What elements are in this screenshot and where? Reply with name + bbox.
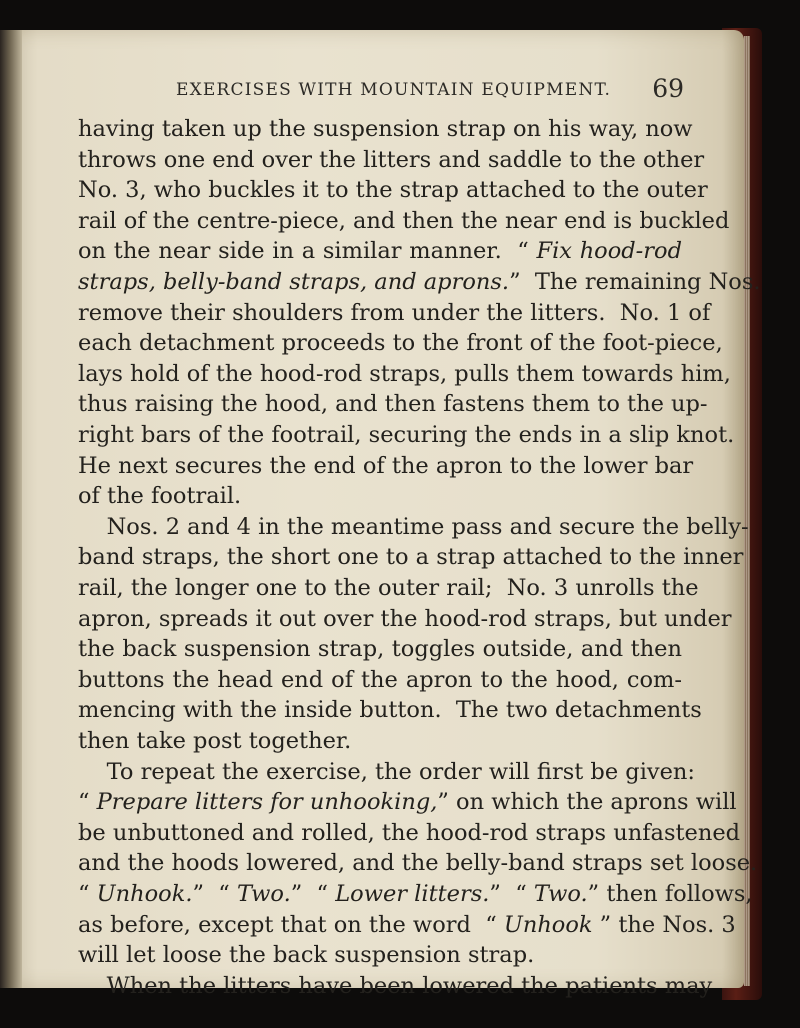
text-line	[78, 174, 708, 206]
text-run: then take post together.	[78, 728, 352, 754]
text-line	[78, 358, 731, 390]
text-run: having taken up the suspension strap on his way, now	[78, 116, 693, 142]
book-binding	[0, 30, 22, 988]
text-line	[78, 664, 682, 696]
text-line	[78, 541, 744, 573]
text-line	[78, 572, 699, 604]
text-line	[78, 327, 723, 359]
text-run: remove their shoulders from under the litters. No. 1 of	[78, 299, 711, 326]
text-line	[78, 970, 713, 1002]
text-run: Unhook.	[96, 881, 193, 907]
text-line	[78, 878, 753, 910]
text-run: on the near side in a similar manner. “	[78, 238, 537, 265]
text-line	[78, 603, 732, 635]
text-run: mencing with the inside button. The two detachments	[78, 697, 702, 724]
text-line	[78, 817, 741, 849]
text-run: of the footrail.	[78, 483, 242, 510]
text-run: ” “	[192, 881, 237, 907]
text-run: ” The remaining Nos.	[509, 269, 761, 295]
text-line	[78, 511, 749, 543]
text-run: ” then follows,	[587, 881, 753, 907]
text-run: straps, belly-band straps, and aprons.	[78, 269, 510, 295]
text-run: He next secures the end of the apron to the lower bar	[78, 452, 694, 479]
text-line	[78, 297, 711, 329]
text-run: thus raising the hood, and then fastens them to the up-	[78, 391, 708, 418]
text-line	[78, 756, 696, 788]
text-line	[78, 786, 737, 818]
text-run: When the litters have been lowered the patients may	[78, 972, 713, 999]
text-run: Prepare litters for unhooking,	[96, 789, 438, 816]
text-run: ” “	[489, 881, 534, 907]
text-run: will let loose the back suspension strap.	[78, 942, 535, 969]
running-head	[176, 76, 684, 110]
text-line	[78, 113, 693, 145]
text-line	[78, 266, 761, 298]
text-run: Two.	[236, 881, 291, 907]
text-line	[78, 939, 682, 971]
text-run: No. 3, who buckles it to the strap attached to the outer	[78, 177, 708, 204]
text-line	[78, 694, 702, 726]
text-line	[78, 633, 682, 665]
page-number: 69	[652, 74, 684, 103]
running-head-title: EXERCISES WITH MOUNTAIN EQUIPMENT.	[176, 80, 612, 100]
text-run: rail, the longer one to the outer rail; No. 3 unrolls the	[78, 575, 699, 601]
text-run: each detachment proceeds to the front of the foot-piece,	[78, 330, 723, 357]
text-run: Fix hood-rod	[536, 238, 682, 265]
text-run: and the hoods lowered, and the belly-band straps set loose.	[78, 850, 758, 877]
text-line	[78, 450, 694, 482]
text-line	[78, 205, 730, 237]
text-run: ” on which the aprons will	[437, 789, 737, 816]
text-line	[78, 480, 682, 512]
text-run: throws one end over the litters and saddle to the other	[78, 146, 705, 173]
text-line	[78, 144, 705, 176]
text-line	[78, 235, 682, 267]
text-line	[78, 909, 736, 941]
text-line	[78, 725, 682, 757]
text-run: the back suspension strap, toggles outside, and then	[78, 636, 682, 663]
text-run: as before, except that on the word “	[78, 911, 504, 938]
text-line	[78, 847, 758, 879]
text-run: apron, spreads it out over the hood-rod straps, but under	[78, 605, 732, 632]
text-run: ” “	[290, 881, 336, 907]
text-run: be unbuttoned and rolled, the hood-rod straps unfastened	[78, 819, 741, 846]
text-line	[78, 388, 708, 420]
text-run: buttons the head end of the apron to the hood, com-	[78, 666, 682, 693]
text-run: right bars of the footrail, securing the ends in a slip knot.	[78, 422, 735, 448]
text-run: band straps, the short one to a strap attached to the inner	[78, 544, 744, 571]
text-run: Two.	[533, 881, 588, 907]
text-line	[78, 419, 735, 451]
text-run: lays hold of the hood-rod straps, pulls them towards him,	[78, 360, 731, 387]
text-run: Nos. 2 and 4 in the meantime pass and secure the belly-	[78, 513, 749, 540]
page-edges	[744, 36, 750, 986]
text-run: “	[78, 789, 97, 816]
text-run: To repeat the exercise, the order will first be given:	[78, 758, 696, 785]
text-run: “	[78, 881, 97, 907]
text-run: ” the Nos. 3	[592, 911, 736, 938]
text-run: rail of the centre-piece, and then the near end is buckled	[78, 207, 730, 234]
text-run: Lower litters.	[335, 881, 490, 907]
text-run: Unhook	[503, 911, 593, 938]
